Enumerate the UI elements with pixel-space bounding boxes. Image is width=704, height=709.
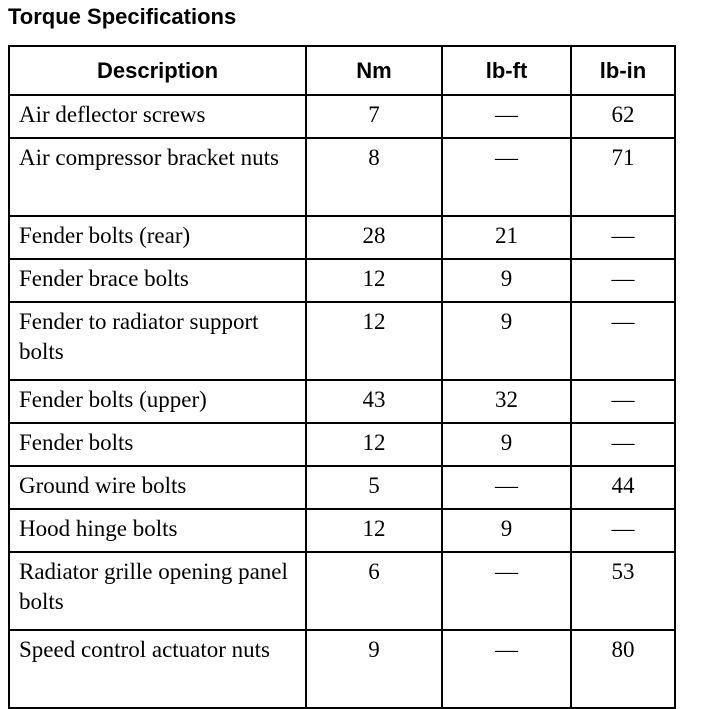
table-row: [9, 380, 675, 423]
cell-nm: 12: [306, 302, 442, 380]
cell-lbin: 62: [571, 95, 675, 138]
cell-lbin: —: [571, 509, 675, 552]
cell-description: Fender to radiator support bolts: [9, 302, 306, 380]
cell-lbft: —: [442, 466, 571, 509]
cell-nm: 12: [306, 509, 442, 552]
cell-lbin: —: [571, 423, 675, 466]
cell-lbft: 21: [442, 216, 571, 259]
cell-lbft: —: [442, 95, 571, 138]
cell-lbin: 71: [571, 138, 675, 216]
cell-lbft: —: [442, 138, 571, 216]
cell-description: Speed control actuator nuts: [9, 630, 306, 708]
cell-lbin: —: [571, 259, 675, 302]
cell-description: Radiator grille opening panel bolts: [9, 552, 306, 630]
cell-nm: 9: [306, 630, 442, 708]
page-title: Torque Specifications: [8, 4, 237, 29]
table-row: [9, 466, 675, 509]
cell-description: Ground wire bolts: [9, 466, 306, 509]
cell-description: Air compressor bracket nuts: [9, 138, 306, 216]
cell-nm: 43: [306, 380, 442, 423]
cell-nm: 8: [306, 138, 442, 216]
table-row: [9, 509, 675, 552]
cell-nm: 5: [306, 466, 442, 509]
column-header-nm: Nm: [306, 46, 442, 95]
cell-lbin: —: [571, 380, 675, 423]
table-row: [9, 630, 675, 708]
cell-nm: 28: [306, 216, 442, 259]
cell-lbin: 80: [571, 630, 675, 708]
table-row: [9, 95, 675, 138]
table-row: [9, 138, 675, 216]
column-header-lbft: lb-ft: [442, 46, 571, 95]
cell-description: Hood hinge bolts: [9, 509, 306, 552]
cell-nm: 12: [306, 259, 442, 302]
cell-lbft: 32: [442, 380, 571, 423]
cell-nm: 12: [306, 423, 442, 466]
cell-lbft: —: [442, 552, 571, 630]
cell-lbin: 44: [571, 466, 675, 509]
table-row: [9, 423, 675, 466]
cell-lbin: —: [571, 302, 675, 380]
torque-specifications-table: [8, 45, 676, 709]
cell-description: Fender bolts (upper): [9, 380, 306, 423]
cell-nm: 6: [306, 552, 442, 630]
cell-description: Fender bolts: [9, 423, 306, 466]
cell-lbft: 9: [442, 302, 571, 380]
table-row: [9, 302, 675, 380]
cell-description: Air deflector screws: [9, 95, 306, 138]
table-header-row: [9, 46, 675, 95]
table-row: [9, 216, 675, 259]
cell-lbin: —: [571, 216, 675, 259]
cell-lbft: 9: [442, 259, 571, 302]
cell-description: Fender bolts (rear): [9, 216, 306, 259]
cell-description: Fender brace bolts: [9, 259, 306, 302]
cell-lbft: —: [442, 630, 571, 708]
cell-lbft: 9: [442, 509, 571, 552]
column-header-lbin: lb-in: [571, 46, 675, 95]
table-row: [9, 259, 675, 302]
cell-nm: 7: [306, 95, 442, 138]
cell-lbin: 53: [571, 552, 675, 630]
column-header-description: Description: [9, 46, 306, 95]
table-row: [9, 552, 675, 630]
cell-lbft: 9: [442, 423, 571, 466]
